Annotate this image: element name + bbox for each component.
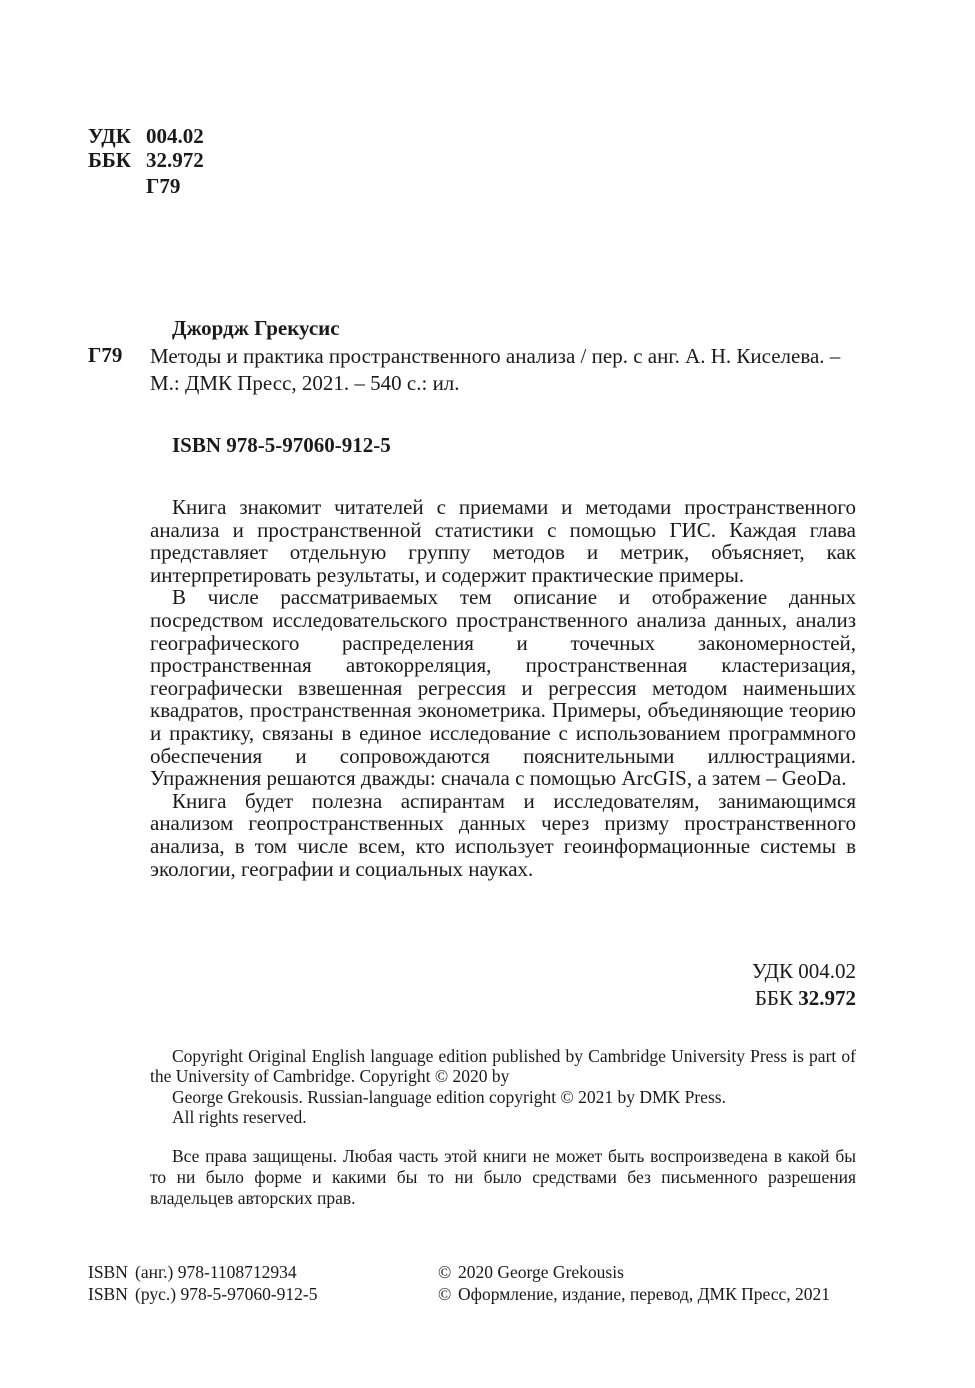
author-code: Г79 [88, 343, 123, 367]
bibliographic-record [150, 343, 860, 397]
isbn-value: (рус.) 978-5-97060-912-5 [135, 1283, 318, 1304]
right-bbk-label: ББК [754, 986, 799, 1010]
abstract [150, 496, 856, 880]
abstract-paragraph: В числе рассматриваемых тем описание и отображение данных посредством исследовательского пространственного анализа данных, анализ географического распределения и точечных закономерностей, пространственная автокорреляция, пространственная кластеризация, географически взвешенная регрессия и регрессия методом наименьших квадратов, пространственная эконометрика. Примеры, объединяющие теорию и практику, связаны в единое исследование с использованием программного обеспечения и сопровождаются пояснительными иллюстрациями. Упражнения решаются дважды: сначала с помощью ArcGIS, а затем – GeoDa. [150, 585, 856, 791]
author-name: Джордж Грекусис [172, 316, 340, 340]
rights-notice [150, 1146, 856, 1209]
isbn-main: ISBN 978-5-97060-912-5 [172, 433, 391, 457]
copyright-text: 2020 George Grekousis [458, 1262, 624, 1282]
copyright-list [438, 1262, 830, 1305]
right-bbk [752, 985, 856, 1012]
abstract-paragraph: Книга знакомит читателей с приемами и методами пространственного анализа и пространственной статистики с помощью ГИС. Каждая глава представляет отдельную группу методов и метрик, объясняет, как интерпретировать результаты, и содержит практические примеры. [150, 495, 856, 587]
copyright-line: Copyright Original English language edition published by Cambridge University Press is part of the University of Cambridge. Copyright © 2020 by [150, 1046, 856, 1087]
isbn-item [88, 1284, 318, 1306]
copyright-item [438, 1284, 830, 1306]
isbn-list [88, 1262, 318, 1305]
copyright-symbol: © [438, 1262, 452, 1282]
copyright-line: George Grekousis. Russian-language edition copyright © 2021 by DMK Press. [172, 1086, 726, 1107]
isbn-label: ISBN [88, 1262, 128, 1282]
author-mark-row [88, 174, 180, 198]
right-classification [752, 958, 856, 1012]
copyright-item [438, 1262, 830, 1284]
rights-text: Все права защищены. Любая часть этой книги не может быть воспроизведена в какой бы то ни было форме и какими бы то ни было средствами без письменного разрешения владельцев авторских прав. [150, 1146, 856, 1208]
bib-publisher-line: М.: ДМК Пресс, 2021. – 540 с.: ил. [150, 371, 460, 395]
bbk-label: ББК [88, 148, 131, 172]
isbn-label: ISBN [88, 1283, 128, 1304]
bib-title-line: Методы и практика пространственного анализа / пер. с анг. А. Н. Киселева. – [150, 344, 841, 368]
udk-row [88, 124, 204, 148]
copyright-text: Оформление, издание, перевод, ДМК Пресс, 2021 [458, 1283, 831, 1304]
bbk-row [88, 148, 204, 172]
isbn-value: (анг.) 978-1108712934 [135, 1262, 297, 1282]
abstract-paragraph: Книга будет полезна аспирантам и исследователям, занимающимся анализом геопространственных данных через призму пространственного анализа, в том числе всем, кто использует геоинформационные системы в экологии, географии и социальных науках. [150, 788, 856, 881]
copyright-line: All rights reserved. [172, 1107, 307, 1128]
copyright-symbol: © [438, 1283, 452, 1304]
right-bbk-value: 32.972 [798, 986, 856, 1010]
author-mark: Г79 [146, 174, 181, 198]
copyright-english [150, 1046, 856, 1128]
udk-value: 004.02 [146, 124, 204, 148]
isbn-item [88, 1262, 318, 1284]
right-udk: УДК 004.02 [751, 959, 856, 983]
udk-label: УДК [88, 124, 131, 148]
bbk-value: 32.972 [146, 148, 204, 172]
